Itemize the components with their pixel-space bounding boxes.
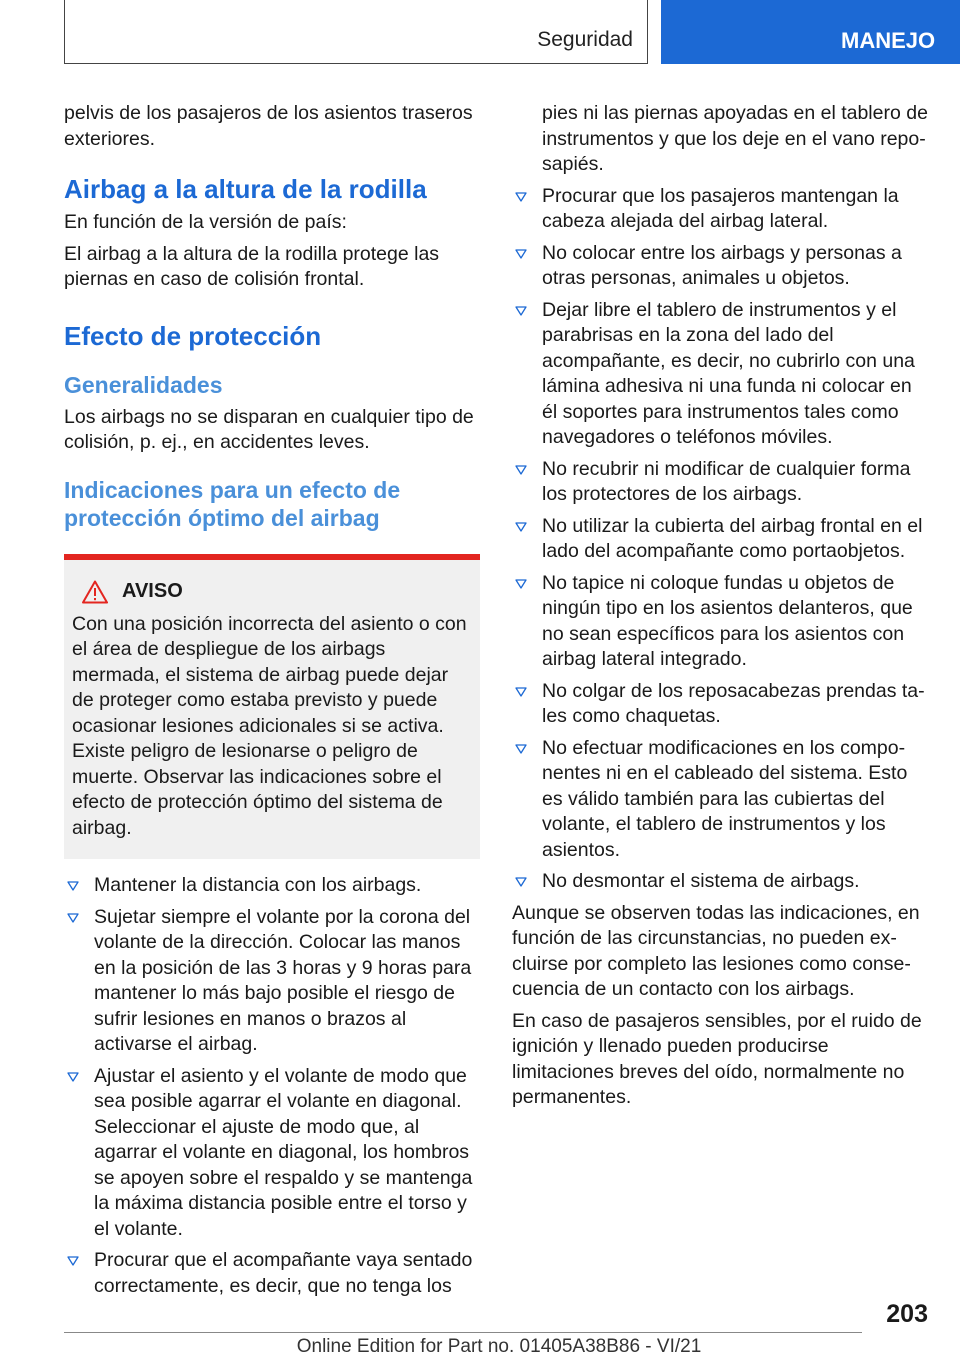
left-bullet-list (64, 873, 480, 1299)
footer-divider (64, 1332, 862, 1333)
list-item (64, 1064, 480, 1243)
list-item-text: Mantener la distancia con los airbags. (94, 874, 422, 896)
list-item (512, 869, 928, 895)
bullet-triangle-icon (67, 1256, 79, 1266)
bullet-triangle-icon (515, 465, 527, 475)
footer-edition-text: Online Edition for Part no. 01405A38B86 - VI/21 (296, 1336, 702, 1357)
warning-triangle-icon (82, 580, 108, 604)
list-item (512, 457, 928, 508)
list-item-text: No colgar de los reposacabezas prendas tales como chaquetas. (542, 679, 925, 727)
list-item-text: Sujetar siempre el volante por la corona del volante de la dirección. Colocar las manos en la posición de las 3 horas y 9 horas para mantener lo más bajo posible el riesgo de sufrir lesiones en manos o brazos al activarse el airbag. (94, 905, 472, 1055)
list-item-text: Dejar libre el tablero de instrumentos y el parabrisas en la zona del lado del acompañante, es decir, no cubrirlo con una lámina adhesiva ni una funda ni colocar en él soportes para instrumentos tales como navegadores o teléfonos móviles. (542, 298, 915, 448)
bullet-triangle-icon (515, 522, 527, 532)
header-section-title: Seguridad (537, 28, 633, 51)
warning-text: Con una posición incorrecta del asiento o con el área de despliegue de los airbags mermada, el sistema de airbag puede dejar de proteger como estaba previsto y puede ocasionar lesiones adicionales si se activa. Existe peligro de lesionarse o peligro de muerte. Observar las indicaciones sobre el efecto de protección óptimo del sistema de airbag. (72, 612, 467, 839)
left-column (64, 101, 480, 1305)
intro-paragraph: pelvis de los pasajeros de los asientos traseros exteriores. (64, 102, 473, 150)
list-item (64, 905, 480, 1058)
list-item-text: Ajustar el asiento y el volante de modo que sea posible agarrar el volante en diagonal. Seleccionar el ajuste de modo que, al agarrar el volante en diagonal, los hombros se apoyen sobre el respaldo y se mantenga la máxima distancia posible entre el torso y el volante. (94, 1064, 473, 1240)
bullet-triangle-icon (515, 306, 527, 316)
bullet-triangle-icon (67, 881, 79, 891)
continued-bullet-text: pies ni las piernas apoyadas en el tablero de instrumentos y que los deje en el vano reposapiés. (542, 102, 928, 175)
bullet-triangle-icon (515, 687, 527, 697)
list-item-text: No colocar entre los airbags y personas a otras personas, animales u objetos. (542, 241, 902, 289)
page-number: 203 (886, 1300, 928, 1328)
list-item (64, 1248, 480, 1299)
list-item (512, 298, 928, 451)
list-item (512, 571, 928, 673)
list-item (64, 873, 480, 899)
right-column (512, 101, 928, 1117)
bullet-triangle-icon (515, 249, 527, 259)
warning-title (82, 580, 472, 604)
closing-paragraph-2: En caso de pasajeros sensibles, por el ruido de ignición y llenado pueden producirse limitaciones breves del oído, normalmente no permanentes. (512, 1009, 922, 1108)
bullet-triangle-icon (515, 744, 527, 754)
header-section-box (64, 0, 648, 64)
bullet-triangle-icon (515, 877, 527, 887)
list-item-text: No recubrir ni modificar de cualquier forma los protectores de los airbags. (542, 457, 911, 505)
right-bullet-list (512, 184, 928, 895)
list-item-text: No tapice ni coloque fundas u objetos de ningún tipo en los asientos delanteros, que no sean específicos para los asientos con airbag lateral integrado. (542, 571, 913, 670)
list-item-text: No efectuar modificaciones en los componentes ni en el cableado del sistema. Esto es válido también para las cubiertas del volante, el tablero de instrumentos y los asientos. (542, 736, 908, 861)
bullet-triangle-icon (67, 913, 79, 923)
list-item (512, 184, 928, 235)
list-item (512, 736, 928, 864)
list-item-text: Procurar que los pasajeros mantengan la cabeza alejada del airbag lateral. (542, 184, 899, 232)
header-chapter-tab: MANEJO (661, 0, 960, 64)
warning-box (64, 554, 480, 860)
bullet-triangle-icon (515, 579, 527, 589)
list-item (512, 241, 928, 292)
protection-effect-heading: Efecto de protección (64, 320, 322, 351)
knee-airbag-paragraph-2: El airbag a la altura de la rodilla protege las piernas en caso de colisión frontal. (64, 242, 440, 290)
bullet-triangle-icon (67, 1072, 79, 1082)
warning-label: AVISO (122, 580, 183, 602)
list-item-text: Procurar que el acompañante vaya sentado correctamente, es decir, que no tenga los (94, 1249, 473, 1297)
indications-heading: Indicaciones para un efecto de protección óptimo del airbag (64, 476, 401, 531)
list-item (512, 679, 928, 730)
list-item-text: No desmontar el sistema de airbags. (542, 870, 860, 892)
knee-airbag-heading: Airbag a la altura de la rodilla (64, 174, 427, 204)
bullet-triangle-icon (515, 192, 527, 202)
general-heading: Generalidades (64, 371, 223, 398)
knee-airbag-paragraph-1: En función de la versión de país: (64, 211, 347, 233)
list-item (512, 514, 928, 565)
closing-paragraph-1: Aunque se observen todas las indicaciones, en función de las circunstancias, no pueden excluirse por completo las lesiones como consecuencia de un contacto con los airbags. (512, 901, 920, 1000)
list-item-text: No utilizar la cubierta del airbag frontal en el lado del acompañante como portaobjetos. (542, 514, 923, 562)
general-paragraph: Los airbags no se disparan en cualquier tipo de colisión, p. ej., en accidentes leves. (64, 405, 474, 453)
